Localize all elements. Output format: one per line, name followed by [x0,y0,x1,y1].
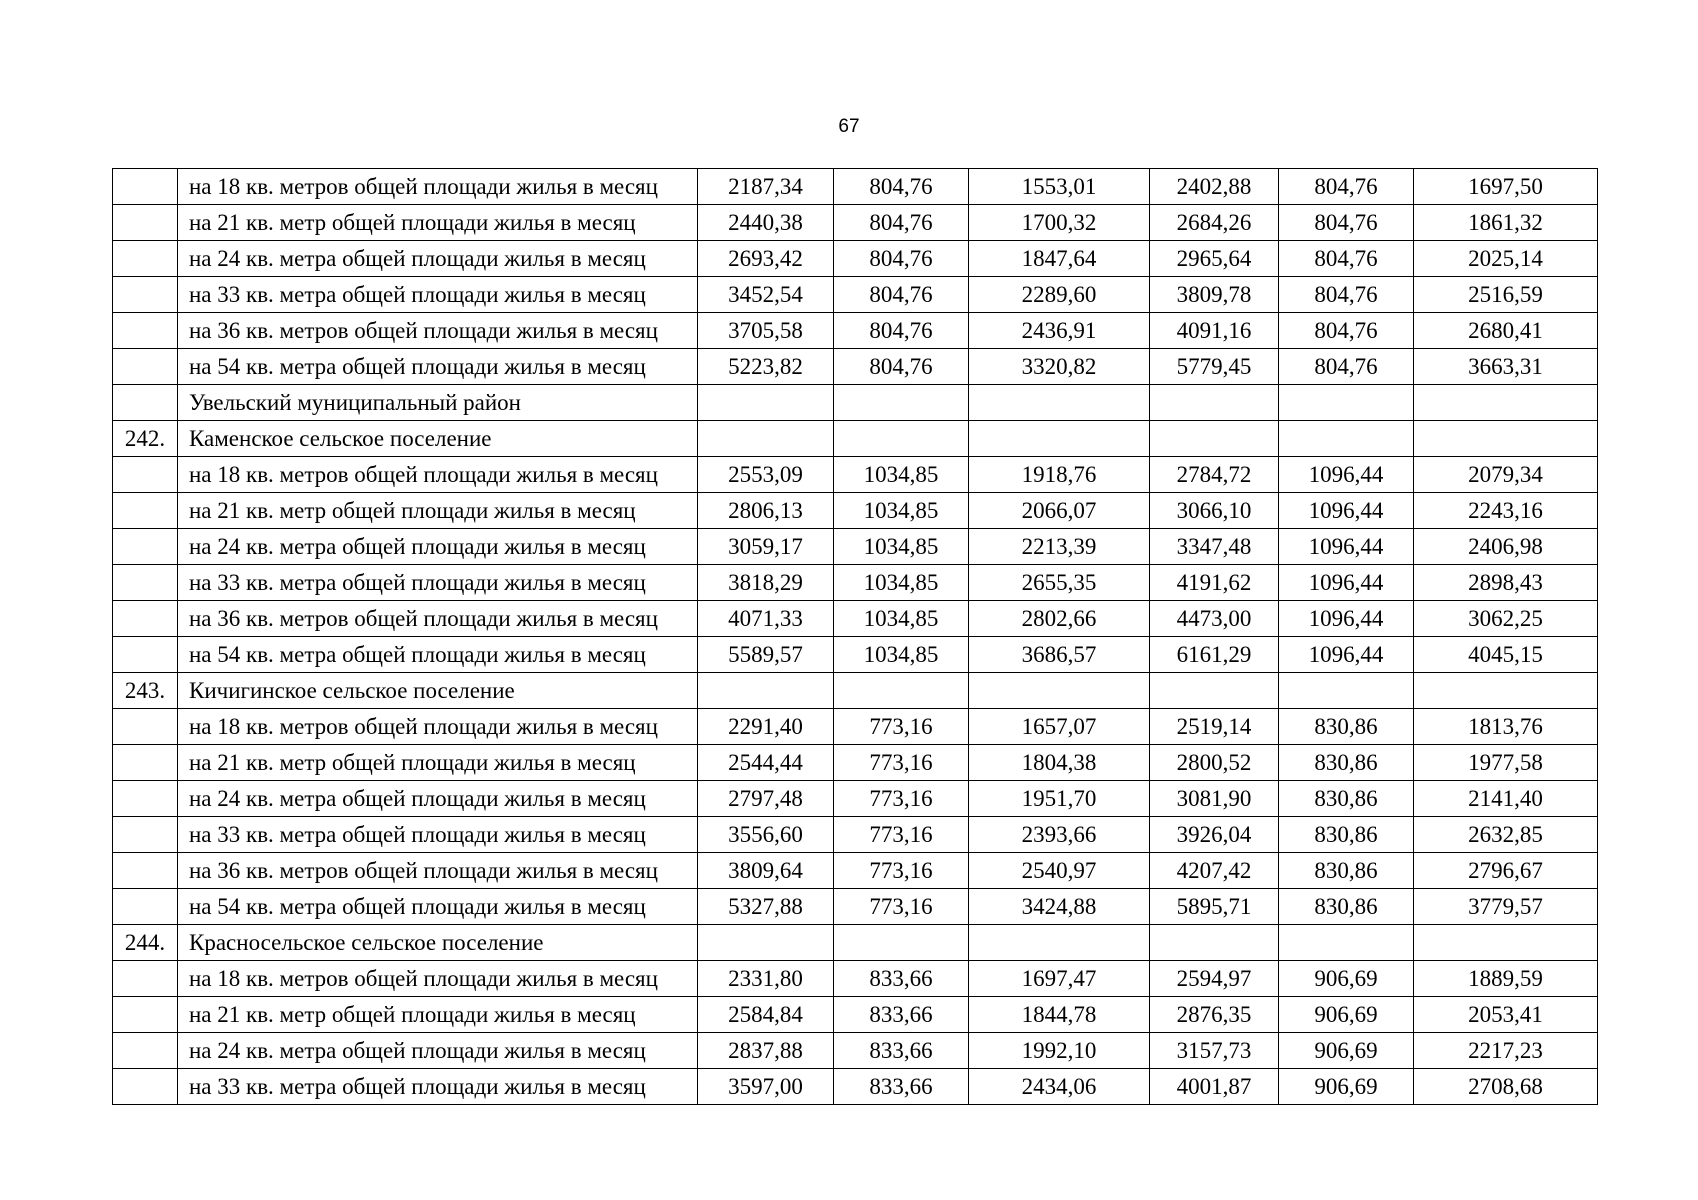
row-label-cell: на 36 кв. метров общей площади жилья в месяц [178,601,698,637]
value-cell-col-3: 2655,35 [969,565,1150,601]
value-cell-col-5: 804,76 [1279,277,1414,313]
row-number-cell [113,1069,178,1105]
value-cell-col-5 [1279,925,1414,961]
value-cell-col-6: 3663,31 [1414,349,1598,385]
value-cell-col-5: 830,86 [1279,781,1414,817]
value-cell-col-1: 5589,57 [698,637,834,673]
value-cell-col-2: 804,76 [834,241,969,277]
value-cell-col-1: 2187,34 [698,169,834,205]
value-cell-col-4: 4473,00 [1150,601,1279,637]
table-row [113,925,1598,961]
row-number-cell [113,313,178,349]
table-row [113,241,1598,277]
row-number-cell [113,241,178,277]
value-cell-col-5: 1096,44 [1279,493,1414,529]
table-row [113,889,1598,925]
value-cell-col-1: 2440,38 [698,205,834,241]
value-cell-col-4: 3809,78 [1150,277,1279,313]
value-cell-col-6: 2079,34 [1414,457,1598,493]
value-cell-col-1: 3452,54 [698,277,834,313]
value-cell-col-3: 2540,97 [969,853,1150,889]
value-cell-col-2: 804,76 [834,205,969,241]
row-number-cell [113,565,178,601]
value-cell-col-1: 5327,88 [698,889,834,925]
value-cell-col-1: 2693,42 [698,241,834,277]
value-cell-col-3: 2066,07 [969,493,1150,529]
row-label-cell: на 54 кв. метра общей площади жилья в месяц [178,637,698,673]
value-cell-col-5: 804,76 [1279,169,1414,205]
value-cell-col-2: 833,66 [834,1069,969,1105]
row-number-cell [113,601,178,637]
value-cell-col-3: 3686,57 [969,637,1150,673]
value-cell-col-4: 2784,72 [1150,457,1279,493]
value-cell-col-1: 3809,64 [698,853,834,889]
value-cell-col-5 [1279,421,1414,457]
value-cell-col-6: 1977,58 [1414,745,1598,781]
value-cell-col-3: 1657,07 [969,709,1150,745]
value-cell-col-1: 4071,33 [698,601,834,637]
value-cell-col-6: 3779,57 [1414,889,1598,925]
row-label-cell: на 24 кв. метра общей площади жилья в месяц [178,781,698,817]
row-number-cell [113,529,178,565]
row-number-cell: 244. [113,925,178,961]
row-number-cell [113,817,178,853]
value-cell-col-6: 2406,98 [1414,529,1598,565]
row-label-cell: на 21 кв. метр общей площади жилья в месяц [178,745,698,781]
value-cell-col-5: 804,76 [1279,205,1414,241]
value-cell-col-6: 1889,59 [1414,961,1598,997]
value-cell-col-5: 830,86 [1279,817,1414,853]
table-row [113,961,1598,997]
value-cell-col-6 [1414,385,1598,421]
value-cell-col-6: 2053,41 [1414,997,1598,1033]
row-label-cell: на 36 кв. метров общей площади жилья в месяц [178,853,698,889]
value-cell-col-3: 1697,47 [969,961,1150,997]
value-cell-col-2: 773,16 [834,889,969,925]
table-body [113,169,1598,1105]
value-cell-col-4: 2876,35 [1150,997,1279,1033]
value-cell-col-2: 833,66 [834,997,969,1033]
row-label-cell: на 54 кв. метра общей площади жилья в месяц [178,889,698,925]
row-number-cell [113,781,178,817]
value-cell-col-3: 1847,64 [969,241,1150,277]
value-cell-col-2: 773,16 [834,781,969,817]
row-label-cell: Увельский муниципальный район [178,385,698,421]
value-cell-col-2 [834,673,969,709]
table-row [113,601,1598,637]
value-cell-col-6: 1813,76 [1414,709,1598,745]
value-cell-col-2: 773,16 [834,745,969,781]
row-number-cell: 242. [113,421,178,457]
table-row [113,997,1598,1033]
value-cell-col-6: 2796,67 [1414,853,1598,889]
value-cell-col-3: 1700,32 [969,205,1150,241]
value-cell-col-4: 4207,42 [1150,853,1279,889]
value-cell-col-2: 833,66 [834,1033,969,1069]
value-cell-col-3: 1804,38 [969,745,1150,781]
value-cell-col-5: 804,76 [1279,313,1414,349]
value-cell-col-6: 2632,85 [1414,817,1598,853]
value-cell-col-2: 804,76 [834,277,969,313]
value-cell-col-2 [834,925,969,961]
value-cell-col-1: 2291,40 [698,709,834,745]
value-cell-col-4 [1150,385,1279,421]
row-number-cell [113,205,178,241]
value-cell-col-2: 773,16 [834,709,969,745]
value-cell-col-6: 2708,68 [1414,1069,1598,1105]
row-number-cell [113,745,178,781]
row-label-cell: на 33 кв. метра общей площади жилья в месяц [178,817,698,853]
value-cell-col-4: 4191,62 [1150,565,1279,601]
value-cell-col-4: 5779,45 [1150,349,1279,385]
value-cell-col-6: 2025,14 [1414,241,1598,277]
value-cell-col-3: 2393,66 [969,817,1150,853]
value-cell-col-3: 2213,39 [969,529,1150,565]
row-number-cell [113,349,178,385]
value-cell-col-4: 3157,73 [1150,1033,1279,1069]
value-cell-col-5: 830,86 [1279,709,1414,745]
value-cell-col-4: 5895,71 [1150,889,1279,925]
value-cell-col-1: 2797,48 [698,781,834,817]
value-cell-col-5 [1279,673,1414,709]
table-row [113,781,1598,817]
value-cell-col-1: 2331,80 [698,961,834,997]
table-row [113,277,1598,313]
value-cell-col-1 [698,925,834,961]
table-row [113,457,1598,493]
value-cell-col-5: 1096,44 [1279,457,1414,493]
value-cell-col-1: 5223,82 [698,349,834,385]
row-label-cell: Кичигинское сельское поселение [178,673,698,709]
value-cell-col-3: 2434,06 [969,1069,1150,1105]
row-number-cell [113,637,178,673]
value-cell-col-6: 2680,41 [1414,313,1598,349]
value-cell-col-3: 1844,78 [969,997,1150,1033]
value-cell-col-1: 2584,84 [698,997,834,1033]
value-cell-col-6: 2516,59 [1414,277,1598,313]
value-cell-col-1: 2553,09 [698,457,834,493]
value-cell-col-6 [1414,673,1598,709]
value-cell-col-1 [698,385,834,421]
row-number-cell [113,1033,178,1069]
value-cell-col-6: 3062,25 [1414,601,1598,637]
value-cell-col-6: 2217,23 [1414,1033,1598,1069]
value-cell-col-5: 906,69 [1279,1033,1414,1069]
table-row [113,529,1598,565]
value-cell-col-4: 2684,26 [1150,205,1279,241]
value-cell-col-5: 804,76 [1279,241,1414,277]
value-cell-col-2: 1034,85 [834,493,969,529]
value-cell-col-2: 833,66 [834,961,969,997]
value-cell-col-2: 1034,85 [834,457,969,493]
value-cell-col-5: 906,69 [1279,961,1414,997]
table-row [113,1069,1598,1105]
row-number-cell [113,457,178,493]
row-label-cell: на 33 кв. метра общей площади жилья в месяц [178,565,698,601]
table-row [113,817,1598,853]
value-cell-col-2: 1034,85 [834,565,969,601]
row-label-cell: на 36 кв. метров общей площади жилья в месяц [178,313,698,349]
row-number-cell [113,385,178,421]
row-label-cell: на 24 кв. метра общей площади жилья в месяц [178,1033,698,1069]
row-label-cell: Красносельское сельское поселение [178,925,698,961]
value-cell-col-1 [698,673,834,709]
value-cell-col-3: 1951,70 [969,781,1150,817]
value-cell-col-5: 1096,44 [1279,601,1414,637]
value-cell-col-3: 3424,88 [969,889,1150,925]
row-label-cell: на 33 кв. метра общей площади жилья в месяц [178,277,698,313]
value-cell-col-5: 906,69 [1279,997,1414,1033]
value-cell-col-6: 1697,50 [1414,169,1598,205]
row-number-cell [113,493,178,529]
value-cell-col-1: 3059,17 [698,529,834,565]
value-cell-col-3: 1918,76 [969,457,1150,493]
value-cell-col-3: 2802,66 [969,601,1150,637]
table-row [113,637,1598,673]
table-row [113,349,1598,385]
value-cell-col-5: 906,69 [1279,1069,1414,1105]
value-cell-col-4: 3926,04 [1150,817,1279,853]
row-number-cell [113,997,178,1033]
value-cell-col-1: 2806,13 [698,493,834,529]
value-cell-col-3: 2436,91 [969,313,1150,349]
row-label-cell: на 18 кв. метров общей площади жилья в месяц [178,961,698,997]
value-cell-col-3: 3320,82 [969,349,1150,385]
row-label-cell: на 54 кв. метра общей площади жилья в месяц [178,349,698,385]
row-number-cell [113,889,178,925]
value-cell-col-2: 1034,85 [834,637,969,673]
value-cell-col-6: 1861,32 [1414,205,1598,241]
value-cell-col-4: 2800,52 [1150,745,1279,781]
value-cell-col-4: 3081,90 [1150,781,1279,817]
value-cell-col-5: 830,86 [1279,745,1414,781]
value-cell-col-2: 804,76 [834,169,969,205]
row-number-cell [113,853,178,889]
row-label-cell: на 33 кв. метра общей площади жилья в месяц [178,1069,698,1105]
value-cell-col-4: 2594,97 [1150,961,1279,997]
value-cell-col-5: 804,76 [1279,349,1414,385]
value-cell-col-6: 2243,16 [1414,493,1598,529]
value-cell-col-2: 804,76 [834,313,969,349]
table-row [113,565,1598,601]
value-cell-col-2 [834,421,969,457]
value-cell-col-1 [698,421,834,457]
table-row [113,169,1598,205]
value-cell-col-4: 3347,48 [1150,529,1279,565]
value-cell-col-3: 1992,10 [969,1033,1150,1069]
value-cell-col-1: 3705,58 [698,313,834,349]
table-row [113,493,1598,529]
value-cell-col-5: 1096,44 [1279,529,1414,565]
value-cell-col-4 [1150,421,1279,457]
value-cell-col-1: 2837,88 [698,1033,834,1069]
row-number-cell [113,169,178,205]
page-number: 67 [838,116,860,137]
row-label-cell: на 24 кв. метра общей площади жилья в месяц [178,529,698,565]
table-row [113,313,1598,349]
value-cell-col-2: 773,16 [834,817,969,853]
value-cell-col-3: 2289,60 [969,277,1150,313]
value-cell-col-5: 830,86 [1279,889,1414,925]
value-cell-col-2 [834,385,969,421]
row-label-cell: на 18 кв. метров общей площади жилья в месяц [178,709,698,745]
row-number-cell [113,709,178,745]
value-cell-col-4: 4001,87 [1150,1069,1279,1105]
row-label-cell: на 18 кв. метров общей площади жилья в месяц [178,169,698,205]
table-row [113,853,1598,889]
value-cell-col-1: 3556,60 [698,817,834,853]
value-cell-col-6: 4045,15 [1414,637,1598,673]
value-cell-col-6 [1414,421,1598,457]
tariff-table [112,168,1598,1105]
value-cell-col-1: 3818,29 [698,565,834,601]
value-cell-col-3 [969,925,1150,961]
value-cell-col-5 [1279,385,1414,421]
table-row [113,709,1598,745]
value-cell-col-2: 1034,85 [834,529,969,565]
row-number-cell [113,961,178,997]
table-row [113,745,1598,781]
value-cell-col-6: 2141,40 [1414,781,1598,817]
value-cell-col-4 [1150,673,1279,709]
row-label-cell: на 21 кв. метр общей площади жилья в месяц [178,493,698,529]
row-label-cell: на 24 кв. метра общей площади жилья в месяц [178,241,698,277]
table-row [113,421,1598,457]
value-cell-col-1: 3597,00 [698,1069,834,1105]
value-cell-col-2: 804,76 [834,349,969,385]
table-row [113,205,1598,241]
value-cell-col-2: 1034,85 [834,601,969,637]
value-cell-col-4 [1150,925,1279,961]
value-cell-col-4: 2519,14 [1150,709,1279,745]
row-label-cell: на 21 кв. метр общей площади жилья в месяц [178,205,698,241]
value-cell-col-5: 830,86 [1279,853,1414,889]
value-cell-col-6 [1414,925,1598,961]
value-cell-col-5: 1096,44 [1279,565,1414,601]
row-label-cell: на 21 кв. метр общей площади жилья в месяц [178,997,698,1033]
table-row [113,385,1598,421]
value-cell-col-3 [969,673,1150,709]
value-cell-col-4: 4091,16 [1150,313,1279,349]
row-number-cell [113,277,178,313]
value-cell-col-4: 6161,29 [1150,637,1279,673]
row-number-cell: 243. [113,673,178,709]
value-cell-col-3 [969,421,1150,457]
value-cell-col-4: 2402,88 [1150,169,1279,205]
value-cell-col-3 [969,385,1150,421]
value-cell-col-2: 773,16 [834,853,969,889]
value-cell-col-4: 3066,10 [1150,493,1279,529]
value-cell-col-5: 1096,44 [1279,637,1414,673]
value-cell-col-6: 2898,43 [1414,565,1598,601]
value-cell-col-1: 2544,44 [698,745,834,781]
table-row [113,1033,1598,1069]
value-cell-col-4: 2965,64 [1150,241,1279,277]
value-cell-col-3: 1553,01 [969,169,1150,205]
row-label-cell: на 18 кв. метров общей площади жилья в месяц [178,457,698,493]
table-row [113,673,1598,709]
row-label-cell: Каменское сельское поселение [178,421,698,457]
